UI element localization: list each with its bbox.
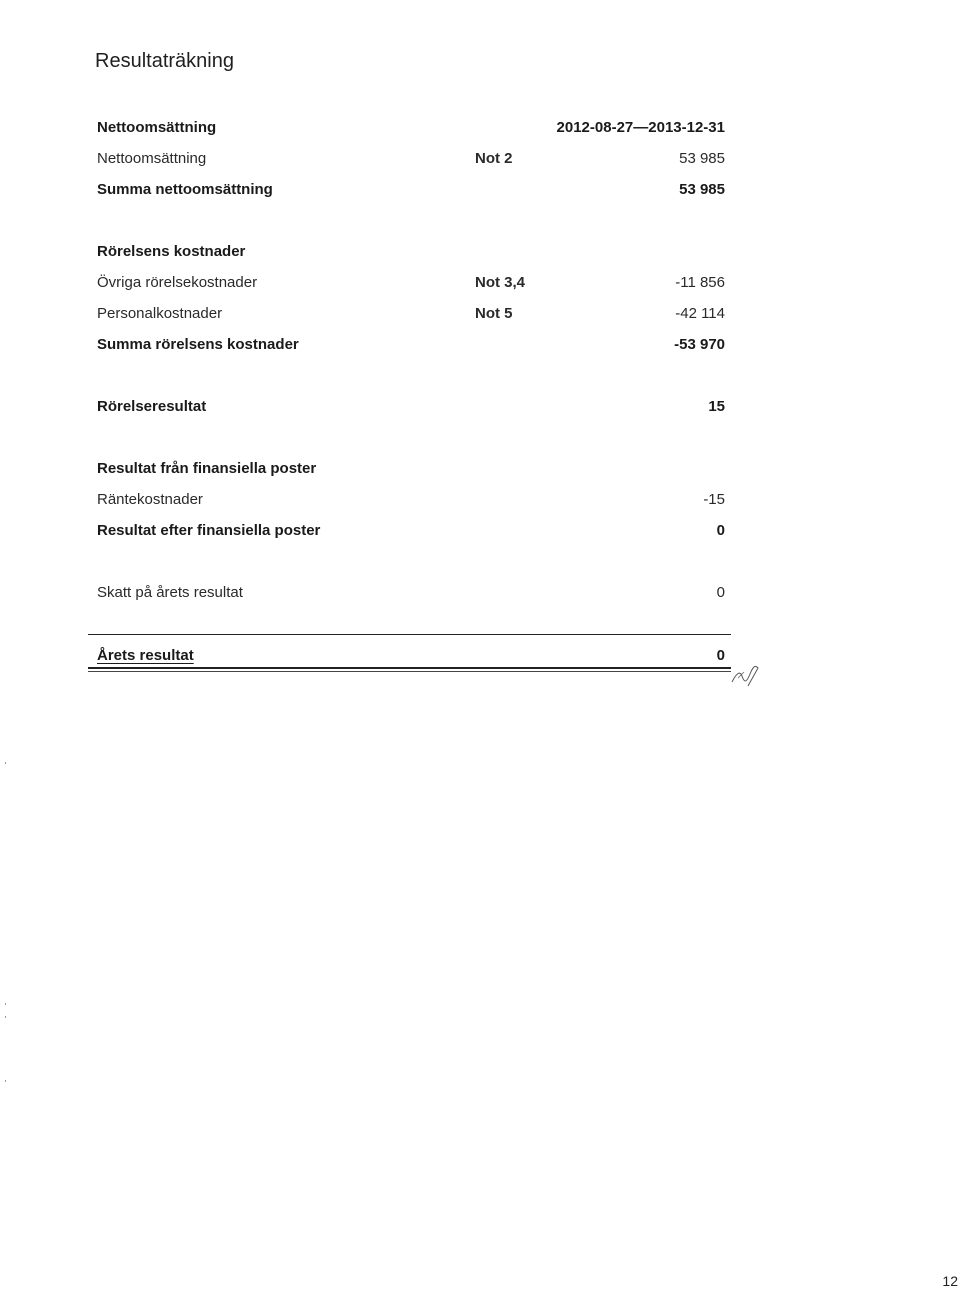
page-title: Resultaträkning <box>95 50 234 72</box>
row-after-financial <box>97 519 727 543</box>
row-financial-heading <box>97 457 727 481</box>
row-value: -53 970 <box>674 336 725 353</box>
section-heading: Rörelsens kostnader <box>97 243 246 260</box>
row-label: Skatt på årets resultat <box>97 584 243 601</box>
row-other-costs <box>97 271 727 295</box>
note-ref: Not 2 <box>475 150 513 167</box>
row-year-result <box>97 644 727 668</box>
handwritten-initials <box>728 660 764 690</box>
note-ref: Not 5 <box>475 305 513 322</box>
row-label: Summa nettoomsättning <box>97 181 273 198</box>
section-heading-net-sales: Nettoomsättning <box>97 119 217 136</box>
scan-artifact <box>5 1016 6 1018</box>
row-net-sales <box>97 147 727 171</box>
row-value: -11 856 <box>675 274 725 291</box>
scan-artifact <box>5 1080 6 1082</box>
row-value: 53 985 <box>679 150 725 167</box>
row-operating-result <box>97 395 727 419</box>
row-value: 53 985 <box>679 181 725 198</box>
row-label: Personalkostnader <box>97 305 223 322</box>
row-interest-costs <box>97 488 727 512</box>
row-sum-net-sales <box>97 178 727 202</box>
note-ref: Not 3,4 <box>475 274 526 291</box>
row-label: Resultat efter finansiella poster <box>97 522 321 539</box>
row-value: 0 <box>716 647 725 664</box>
row-value: -42 114 <box>675 305 725 322</box>
scan-artifact <box>5 1003 6 1005</box>
page-number: 12 <box>942 1273 958 1289</box>
row-value: 15 <box>708 398 725 415</box>
scan-artifact <box>5 762 6 764</box>
row-value: -15 <box>703 491 725 508</box>
row-label: Övriga rörelsekostnader <box>97 274 258 291</box>
row-value: 0 <box>716 522 725 539</box>
period-label: 2012-08-27—2013-12-31 <box>556 119 725 136</box>
row-label: Nettoomsättning <box>97 150 207 167</box>
row-label: Summa rörelsens kostnader <box>97 336 299 353</box>
column-header-row <box>97 116 727 140</box>
row-tax <box>97 581 727 605</box>
divider-line <box>88 634 731 635</box>
double-underline-top <box>88 667 731 669</box>
double-underline-bottom <box>88 671 731 672</box>
section-heading: Resultat från finansiella poster <box>97 460 317 477</box>
row-label: Årets resultat <box>97 647 194 664</box>
row-operating-costs-heading <box>97 240 727 264</box>
row-label: Räntekostnader <box>97 491 203 508</box>
row-value: 0 <box>716 584 725 601</box>
row-personnel-costs <box>97 302 727 326</box>
row-sum-operating-costs <box>97 333 727 357</box>
row-label: Rörelseresultat <box>97 398 207 415</box>
